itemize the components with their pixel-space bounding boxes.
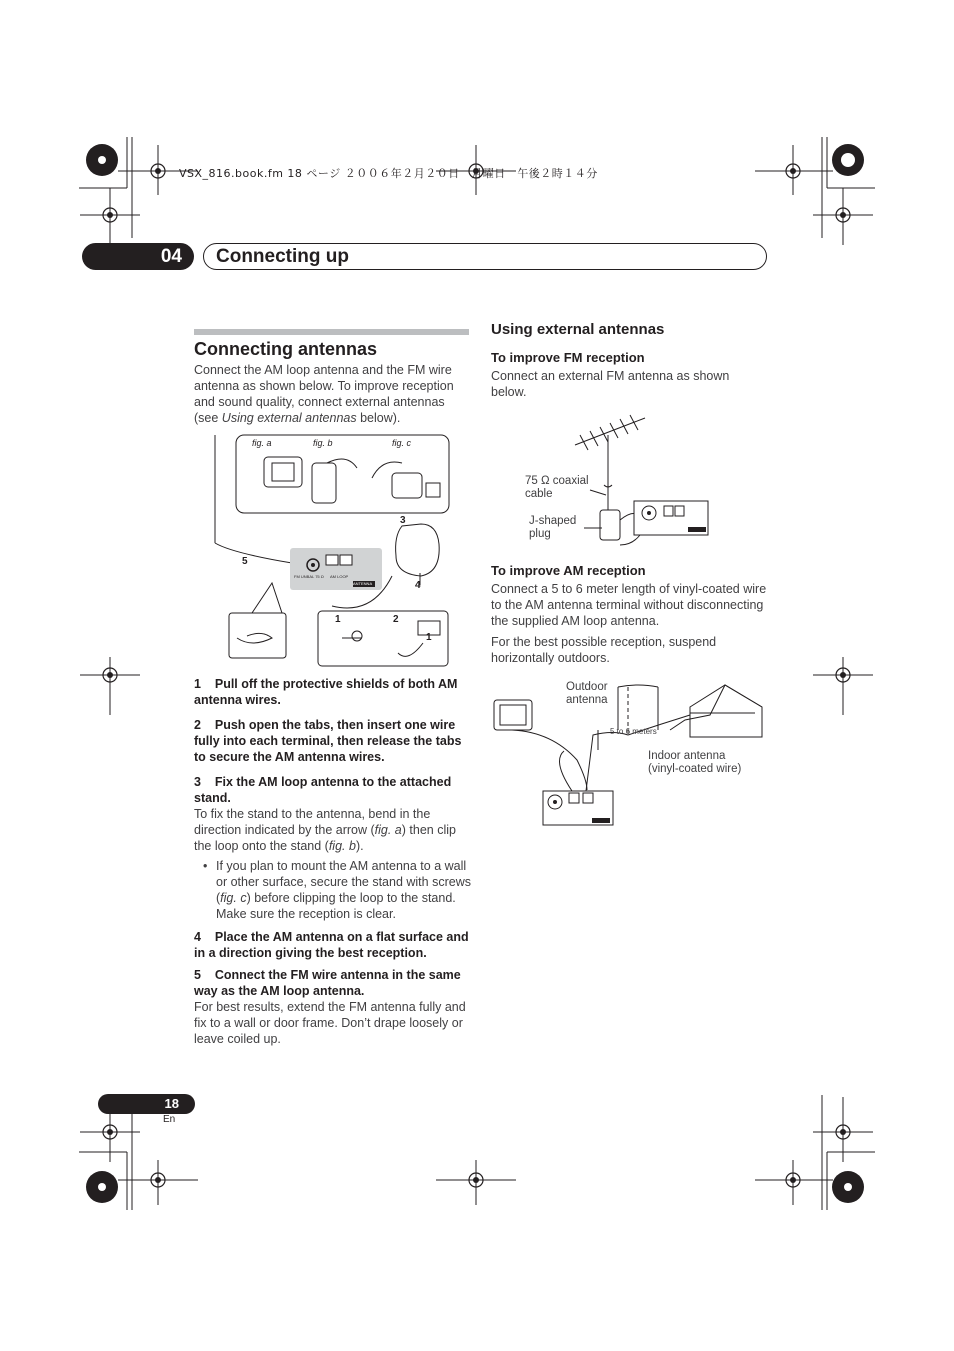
page-number: 18 — [98, 1094, 195, 1114]
fm-reception-title: To improve FM reception — [491, 350, 645, 365]
antenna-connection-drawing — [212, 433, 457, 673]
language-code: En — [163, 1114, 176, 1125]
callout-1b: 1 — [426, 632, 432, 643]
j-plug-label: J-shaped plug — [529, 515, 577, 540]
am-terminal-label: AM LOOP — [330, 574, 349, 579]
am-reception-title: To improve AM reception — [491, 563, 646, 578]
step-1: 1 Pull off the protective shields of both AM antenna wires. — [194, 677, 458, 707]
step-3: 3 Fix the AM loop antenna to the attached stand. — [194, 775, 452, 805]
am-reception-body-2: For the best possible reception, suspend horizontally outdoors. — [491, 635, 717, 665]
coax-cable-label: 75 Ω coaxial cable — [525, 475, 589, 500]
callout-5: 5 — [242, 556, 248, 567]
step-4: 4 Place the AM antenna on a flat surface and in a direction giving the best reception. — [194, 930, 469, 960]
step-5-body: For best results, extend the FM antenna fully and fix to a wall or door frame. Don’t drape loosely or leave coiled up. — [194, 1000, 466, 1046]
section-bar — [194, 329, 469, 335]
antenna-badge: ANTENNA — [353, 581, 373, 586]
fig-a-label: fig. a — [252, 438, 272, 448]
intro-paragraph: Connect the AM loop antenna and the FM wire antenna as shown below. To improve reception and sound quality, connect external antennas (see Using external antennas below). — [194, 363, 454, 425]
antenna-connection-figure — [212, 433, 457, 673]
bullet-dot: • — [203, 859, 208, 873]
chapter-title: Connecting up — [203, 243, 767, 270]
steps-column — [194, 676, 472, 1047]
outdoor-antenna-label: Outdoor antenna — [566, 681, 608, 706]
section-title: Connecting antennas — [194, 339, 378, 359]
step-2: 2 Push open the tabs, then insert one wire fully into each terminal, then release the tabs to secure the AM antenna wires. — [194, 718, 462, 764]
step-5: 5 Connect the FM wire antenna in the same way as the AM loop antenna. — [194, 968, 461, 998]
am-antenna-figure — [490, 675, 765, 830]
step-3-bullet: • If you plan to mount the AM antenna to a wall or other surface, secure the stand with screws (fig. c) before clipping the loop to the stand. Make sure the reception is clear. — [203, 859, 471, 921]
callout-3: 3 — [400, 515, 406, 526]
chapter-number: 04 — [82, 243, 194, 270]
step-3-body: To fix the stand to the antenna, bend in the direction indicated by the arrow (fig. a) then clip the loop onto the stand (fig. b). — [194, 807, 456, 853]
callout-2: 2 — [393, 614, 399, 625]
file-header: VSX_816.book.fm 18 ページ ２００６年２月２０日 月曜日 午後２時１４分 — [179, 167, 598, 180]
am-reception-body-1: Connect a 5 to 6 meter length of vinyl-coated wire to the AM antenna terminal without disconnecting the supplied AM loop antenna. — [491, 582, 767, 628]
fm-terminal-label: FM UNBAL 75 Ω — [294, 574, 324, 579]
fig-c-label: fig. c — [392, 438, 412, 448]
fm-antenna-figure — [520, 410, 715, 550]
callout-1: 1 — [335, 614, 341, 625]
fm-reception-body: Connect an external FM antenna as shown below. — [491, 369, 730, 399]
indoor-antenna-label: Indoor antenna (vinyl-coated wire) — [648, 750, 742, 775]
length-label: 5 to 6 meters — [610, 727, 657, 736]
fig-b-label: fig. b — [313, 438, 333, 448]
callout-4: 4 — [415, 580, 421, 591]
external-antennas-title: Using external antennas — [491, 321, 665, 338]
